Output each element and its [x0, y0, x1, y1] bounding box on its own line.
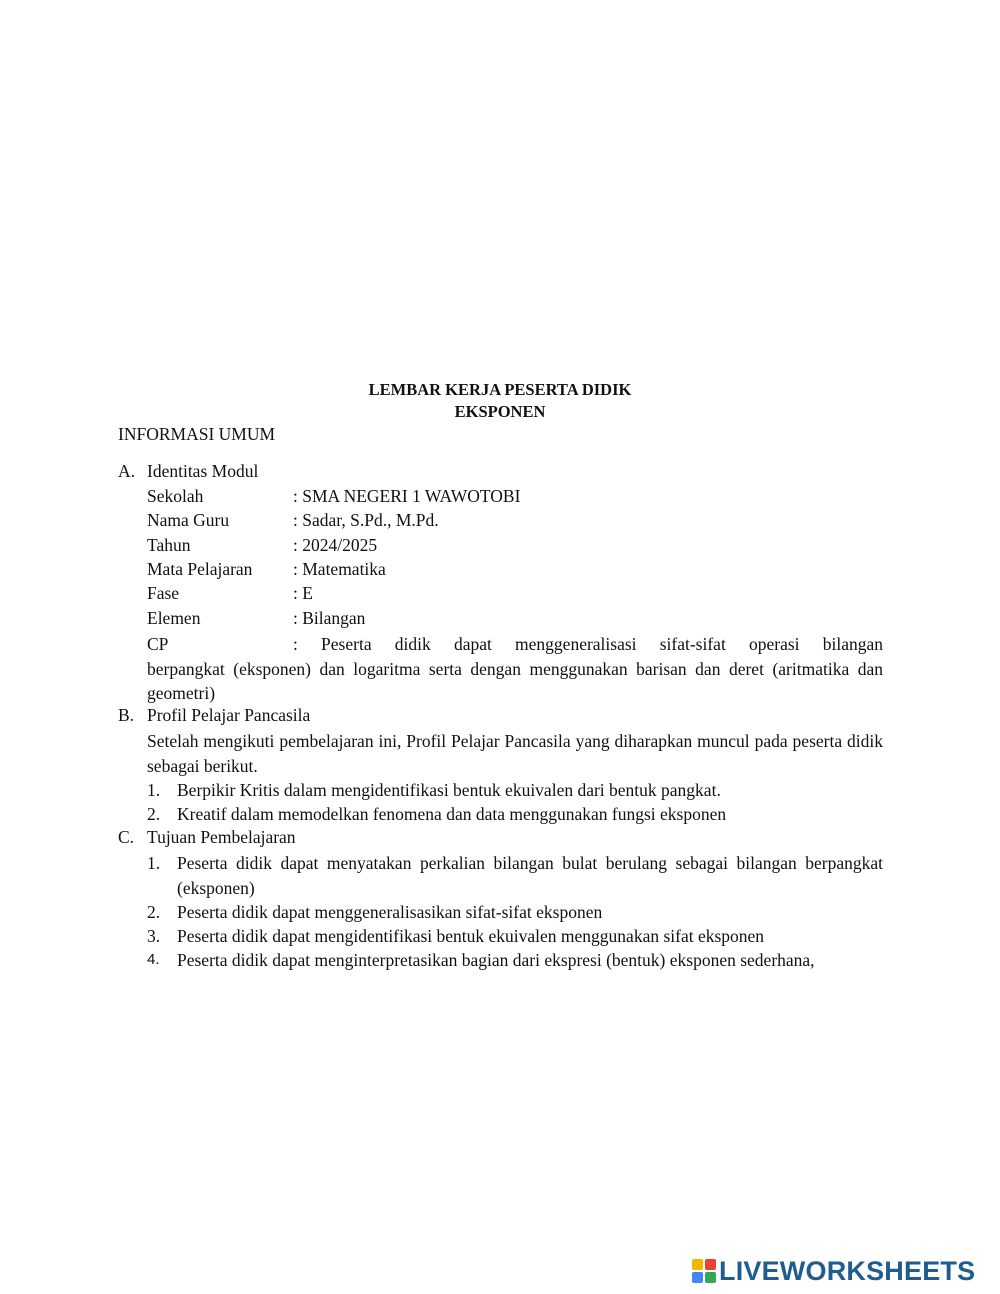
list-text: Peserta didik dapat mengidentifikasi bentuk ekuivalen menggunakan sifat eksponen	[177, 926, 765, 946]
list-number: 4.	[147, 951, 160, 968]
identity-value: : Matematika	[293, 559, 386, 579]
liveworksheets-logo	[692, 1256, 975, 1286]
list-number: 2.	[147, 902, 161, 922]
section-b-intro: Setelah mengikuti pembelajaran ini, Profil Pelajar Pancasila yang diharapkan muncul pada peserta didik sebagai berikut.	[147, 731, 883, 776]
info-heading: INFORMASI UMUM	[118, 424, 276, 444]
list-number: 3.	[147, 926, 161, 946]
document-title: LEMBAR KERJA PESERTA DIDIK	[368, 380, 632, 399]
identity-label: Tahun	[147, 535, 191, 555]
identity-value: : 2024/2025	[293, 535, 378, 555]
list-text: Peserta didik dapat menyatakan perkalian bilangan bulat berulang sebagai bilangan berpangkat (eksponen)	[177, 853, 883, 898]
list-number: 1.	[147, 780, 161, 800]
document-subtitle: EKSPONEN	[454, 402, 546, 421]
list-number: 1.	[147, 853, 161, 873]
section-b-title: Profil Pelajar Pancasila	[147, 705, 311, 725]
identity-label: Sekolah	[147, 486, 204, 506]
list-number: 2.	[147, 804, 161, 824]
identity-label: Fase	[147, 583, 180, 603]
identity-value: : Sadar, S.Pd., M.Pd.	[293, 510, 439, 530]
list-text: Peserta didik dapat menginterpretasikan bagian dari ekspresi (bentuk) eksponen sederhana,	[177, 950, 815, 970]
identity-value: : E	[293, 583, 313, 603]
section-c-title: Tujuan Pembelajaran	[147, 827, 296, 847]
identity-value: : Bilangan	[293, 608, 366, 628]
section-a-title: Identitas Modul	[147, 461, 259, 481]
cp-first-line: : Peserta didik dapat menggeneralisasi sifat-sifat operasi bilangan	[293, 634, 883, 654]
section-c-letter: C.	[118, 827, 135, 847]
identity-label: Elemen	[147, 608, 201, 628]
list-text: Kreatif dalam memodelkan fenomena dan data menggunakan fungsi eksponen	[177, 804, 727, 824]
identity-label: Mata Pelajaran	[147, 559, 253, 579]
identity-value: : SMA NEGERI 1 WAWOTOBI	[293, 486, 521, 506]
list-text: Peserta didik dapat menggeneralisasikan sifat-sifat eksponen	[177, 902, 603, 922]
section-a-letter: A.	[118, 461, 136, 481]
liveworksheets-logo-icon	[692, 1259, 716, 1283]
cp-rest: berpangkat (eksponen) dan logaritma serta dengan menggunakan barisan dan deret (aritmatika dan geometri)	[147, 658, 883, 703]
cp-block	[147, 632, 883, 706]
section-b-letter: B.	[118, 705, 135, 725]
liveworksheets-wordmark: LIVEWORKSHEETS	[719, 1255, 976, 1286]
identity-label: Nama Guru	[147, 510, 230, 530]
cp-label: CP	[147, 634, 169, 654]
list-text: Berpikir Kritis dalam mengidentifikasi bentuk ekuivalen dari bentuk pangkat.	[177, 780, 721, 800]
